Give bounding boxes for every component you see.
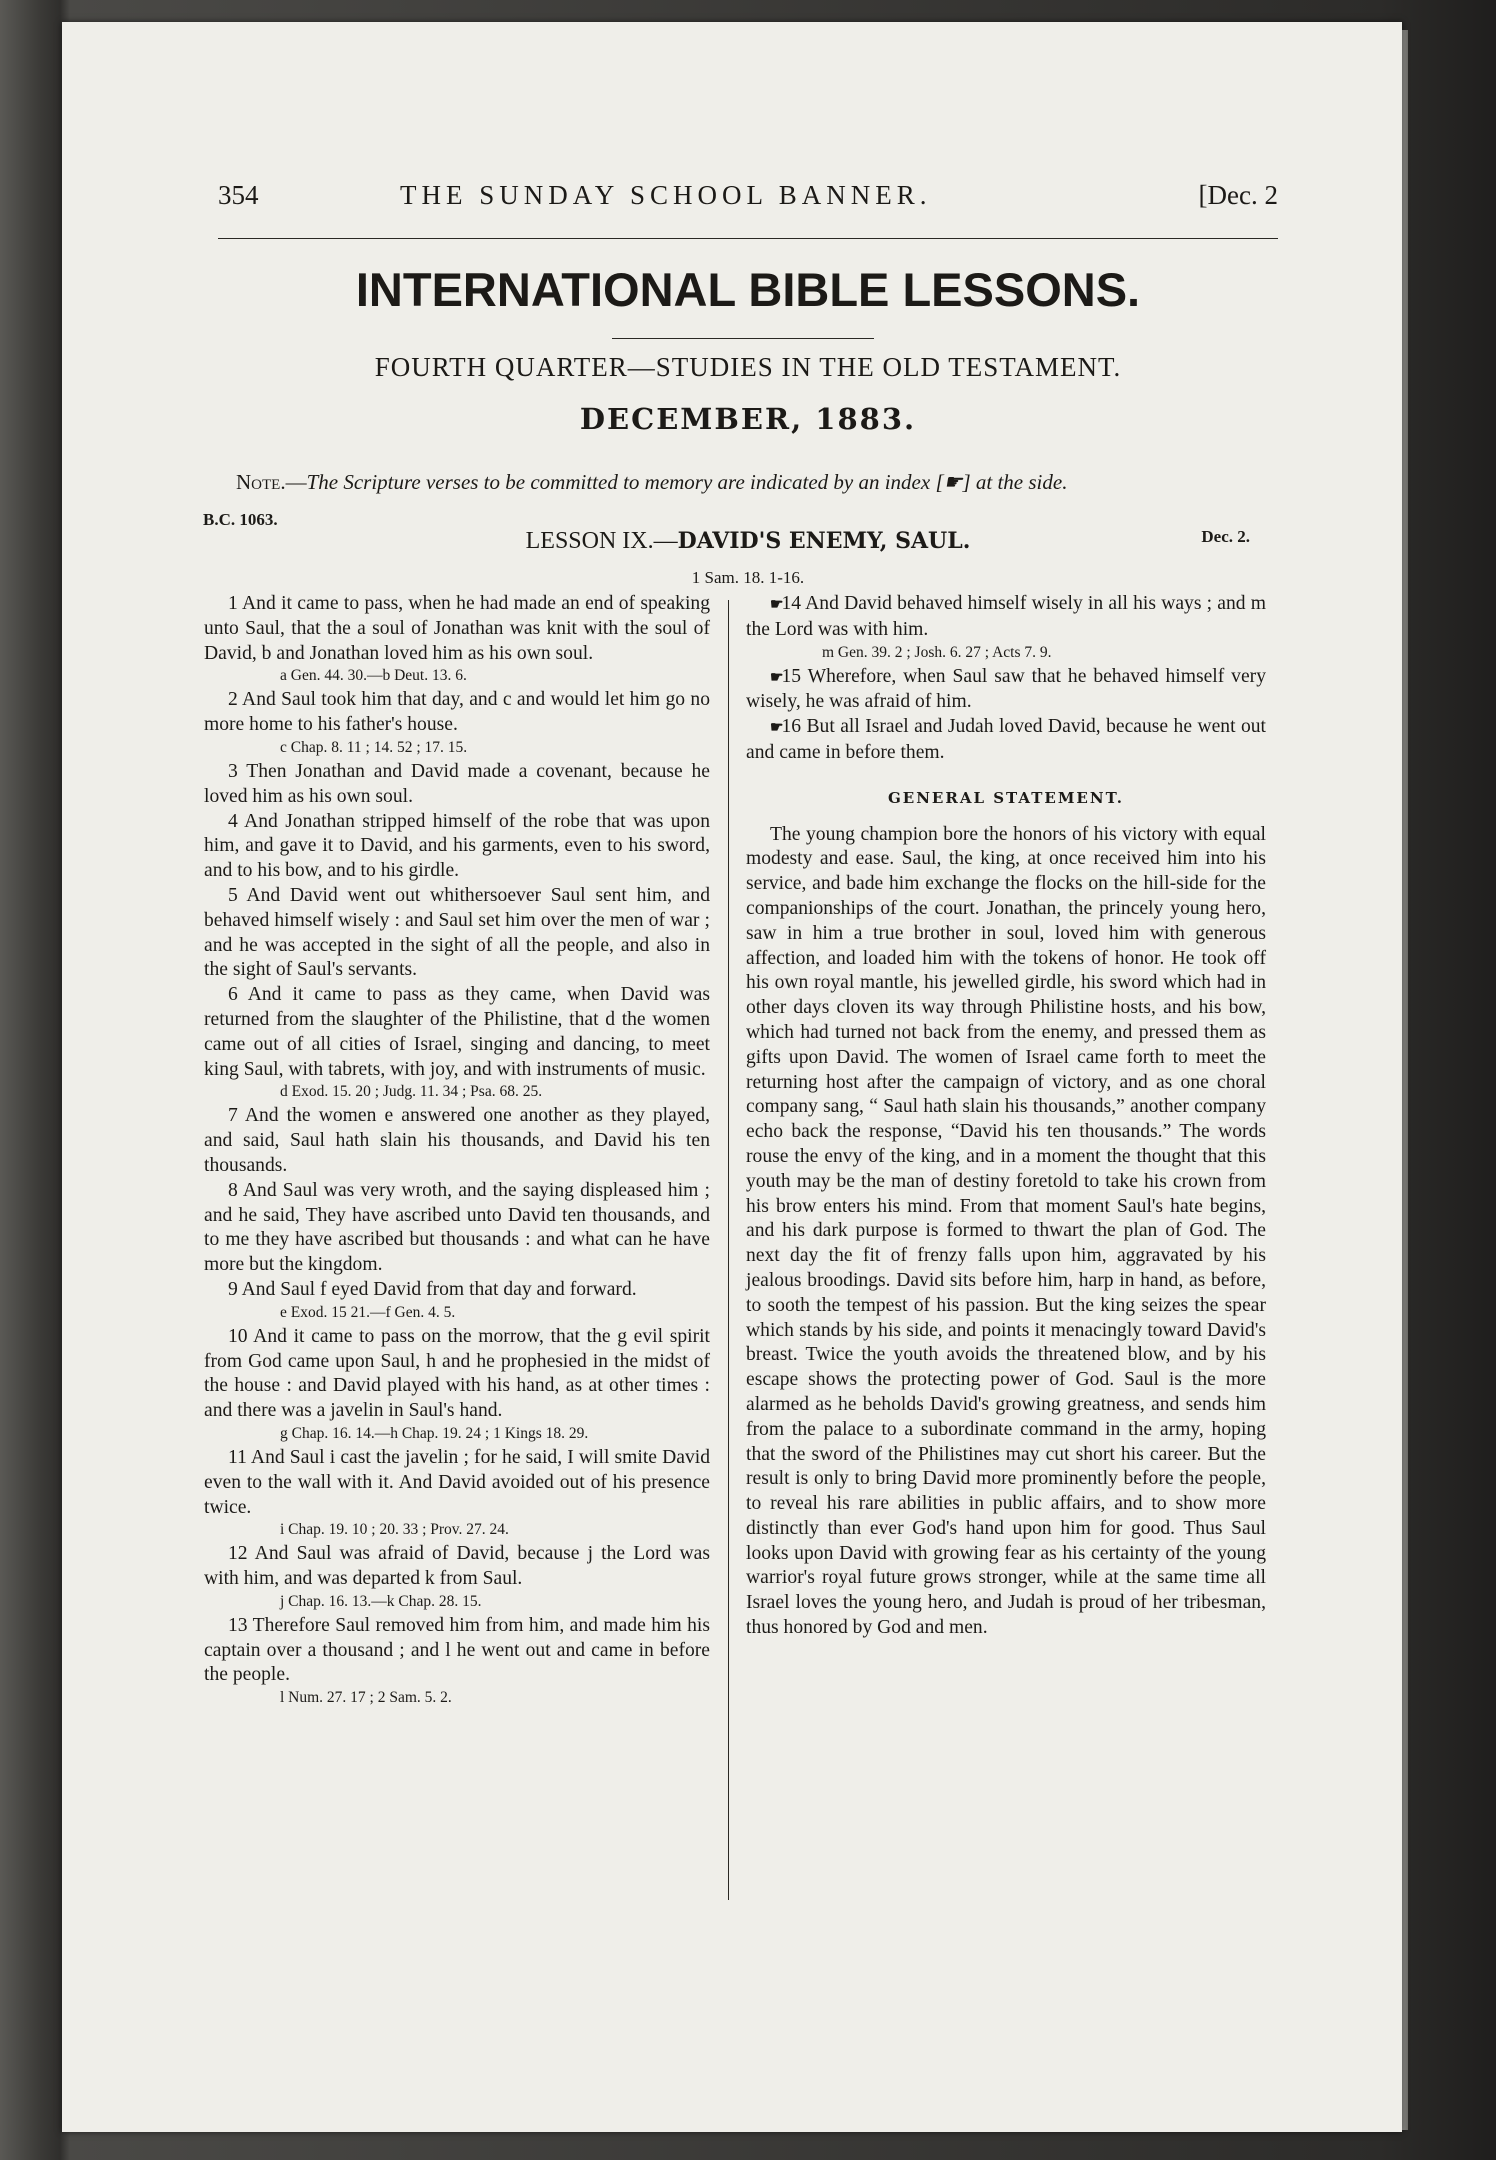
footnote [204, 1688, 710, 1708]
running-header [218, 180, 1278, 224]
general-statement-heading: GENERAL STATEMENT. [887, 788, 1125, 807]
footnote [746, 643, 1266, 663]
lesson-number: LESSON IX.— [525, 528, 678, 554]
verse-text: 3 Then Jonathan and David made a covenant, because he loved him as his own soul. [204, 760, 710, 807]
title-rule [612, 338, 874, 339]
scripture-reference: 1 Sam. 18. 1-16. [691, 568, 805, 587]
verse [204, 1325, 710, 1424]
masthead: THE SUNDAY SCHOOL BANNER. [400, 180, 932, 210]
footnote-text: d Exod. 15. 20 ; Judg. 11. 34 ; Psa. 68. 25. [280, 1083, 543, 1101]
verse-text: 9 And Saul f eyed David from that day and forward. [228, 1278, 637, 1300]
note-text: The Scripture verses to be committed to memory are indicated by an index [☛] at the side. [306, 470, 1068, 494]
page-title: INTERNATIONAL BIBLE LESSONS. [355, 263, 1141, 316]
footnote-text: e Exod. 15 21.—f Gen. 4. 5. [280, 1303, 456, 1321]
verse-text: 7 And the women e answered one another as they played, and said, Saul hath slain his thousands, and David his ten thousands. [204, 1105, 710, 1176]
verse-text: 5 And David went out whithersoever Saul sent him, and behaved himself wisely : and Saul set him over the men of war ; and he was accepted in the sight of all the people, and also in the sight of Saul's servants. [204, 884, 710, 981]
quarter-subtitle: FOURTH QUARTER—STUDIES IN THE OLD TESTAMENT. [374, 352, 1122, 382]
verse-text: 1 And it came to pass, when he had made an end of speaking unto Saul, that the a soul of Jonathan was knit with the soul of David, b and Jonathan loved him as his own soul. [204, 593, 710, 664]
footnote [204, 1592, 710, 1612]
footnote-text: g Chap. 16. 14.—h Chap. 19. 24 ; 1 Kings 18. 29. [280, 1424, 589, 1442]
verse [746, 715, 1266, 766]
verse [204, 1614, 710, 1688]
page-number: 354 [218, 180, 259, 210]
footnote [204, 1303, 710, 1323]
verse-text: 13 Therefore Saul removed him from him, and made him his captain over a thousand ; and l he went out and came in before the people. [204, 1614, 710, 1686]
lesson-date: Dec. 2. [1201, 527, 1250, 546]
verse-text: 12 And Saul was afraid of David, because j the Lord was with him, and was departed k from Saul. [204, 1543, 710, 1590]
verse [746, 592, 1266, 643]
right-column [746, 592, 1266, 1641]
verse-text: 8 And Saul was very wroth, and the saying displeased him ; and he said, They have ascribed unto David ten thousands, and to me they have ascribed but thousands : and what can he have more but the kingdom. [204, 1179, 710, 1276]
verse [204, 810, 710, 884]
column-divider [728, 600, 729, 1900]
footnote [204, 738, 710, 758]
verse-text: 6 And it came to pass as they came, when David was returned from the slaughter of the Philistine, that d the women came out of all cities of Israel, singing and dancing, to meet king Saul, with tabrets, with joy, and with instruments of music. [204, 984, 710, 1080]
memory-verses [746, 592, 1266, 766]
verse-text: 10 And it came to pass on the morrow, that the g evil spirit from God came upon Saul, h and he prophesied in the midst of the house : and David played with his hand, as at other times : and there was a javelin in Saul's hand. [204, 1325, 710, 1422]
footnote [204, 1424, 710, 1444]
memory-note [236, 470, 1276, 495]
month-heading: DECEMBER, 1883. [579, 402, 917, 436]
verse [204, 1446, 710, 1520]
verse [204, 1542, 710, 1592]
verse-text: 16 But all Israel and Judah loved David, because he went out and came in before them. [746, 716, 1266, 763]
general-statement-body [746, 823, 1266, 1641]
header-date: [Dec. 2 [1198, 180, 1278, 210]
verse [746, 665, 1266, 716]
verse [204, 1179, 710, 1278]
verse [204, 983, 710, 1082]
verse-text: 4 And Jonathan stripped himself of the robe that was upon him, and gave it to David, and his garments, even to his sword, and to his bow, and to his girdle. [204, 810, 710, 882]
footnote-text: i Chap. 19. 10 ; 20. 33 ; Prov. 27. 24. [280, 1521, 509, 1539]
verse [204, 592, 710, 666]
verse [204, 1104, 710, 1178]
verse [204, 760, 710, 810]
verse-text: 11 And Saul i cast the javelin ; for he said, I will smite David even to the wall with it. And David avoided out of his presence twice. [204, 1446, 710, 1518]
footnote-text: m Gen. 39. 2 ; Josh. 6. 27 ; Acts 7. 9. [822, 643, 1052, 661]
footnote-text: a Gen. 44. 30.—b Deut. 13. 6. [280, 667, 467, 685]
verse [204, 884, 710, 983]
footnote-text: c Chap. 8. 11 ; 14. 52 ; 17. 15. [280, 738, 468, 756]
general-statement-text: The young champion bore the honors of his victory with equal modesty and ease. Saul, the king, at once received him into his service, and bade him exchange the flocks on the hill-side for the companionships of the court. Jonathan, the princely young hero, saw in him a true brother in soul, loved him with generous affection, and loaded him with the tokens of honor. He took off his own royal mantle, his jewelled girdle, his sword which had in other days cloven its way through Philistine hosts, and his bow, which had turned not back from the enemy, and pressed them as gifts upon David. The women of Israel came forth to meet the returning host after the campaign of victory, and as one choral company sang, “ Saul hath slain his thousands,” another company echo back the response, “David his ten thousands.” The words rouse the envy of the king, and in a moment the thought that this youth may be the man of destiny foretold to take his crown from his brow enters his mind. From that moment Saul's hate begins, and his dark purpose is formed to thwart the plan of God. The next day the fit of frenzy falls upon him, aggravated by his jealous broodings. David sits before him, harp in hand, as before, to sooth the tempest of his passion. But the king seizes the spear which stands by his side, and points it menacingly toward David's breast. Twice the youth avoids the threatened blow, and by his escape shows the protecting power of God. Saul is the more alarmed as he beholds David's growing greatness, and sends him from the palace to a subordinate command in the army, hoping that the sword of the Philistines may cut short his career. But the result is only to bring David more prominently before the people, to reveal his rare abilities in public affairs, and to show more distinctly than ever God's hand upon him for good. Thus Saul looks upon David with growing fear as his certainty of the young warrior's royal future grows stronger, while at the same time all Israel loves the young hero, and Judah is proud of her tribesman, thus honored by God and men. [746, 823, 1266, 1639]
note-label: Note.— [236, 470, 307, 494]
header-rule [218, 238, 1278, 239]
pointing-hand-icon: ☛ [770, 669, 782, 686]
verse-text: 15 Wherefore, when Saul saw that he behaved himself very wisely, he was afraid of him. [746, 665, 1266, 713]
bc-year: B.C. 1063. [203, 510, 278, 529]
footnote [204, 1082, 710, 1102]
footnote [204, 666, 710, 686]
footnote [204, 1520, 710, 1540]
pointing-hand-icon: ☛ [770, 597, 782, 613]
verse [204, 1278, 710, 1303]
footnote-text: j Chap. 16. 13.—k Chap. 28. 15. [280, 1592, 482, 1610]
left-column [204, 592, 710, 1710]
verse [204, 688, 710, 738]
pointing-hand-icon: ☛ [770, 720, 782, 737]
footnote-text: l Num. 27. 17 ; 2 Sam. 5. 2. [280, 1689, 452, 1707]
lesson-heading [218, 528, 1278, 555]
lesson-name: DAVID'S ENEMY, SAUL. [677, 528, 971, 554]
verse-text: 14 And David behaved himself wisely in all his ways ; and m the Lord was with him. [746, 593, 1266, 640]
verse-text: 2 And Saul took him that day, and c and would let him go no more home to his father's house. [204, 689, 710, 736]
